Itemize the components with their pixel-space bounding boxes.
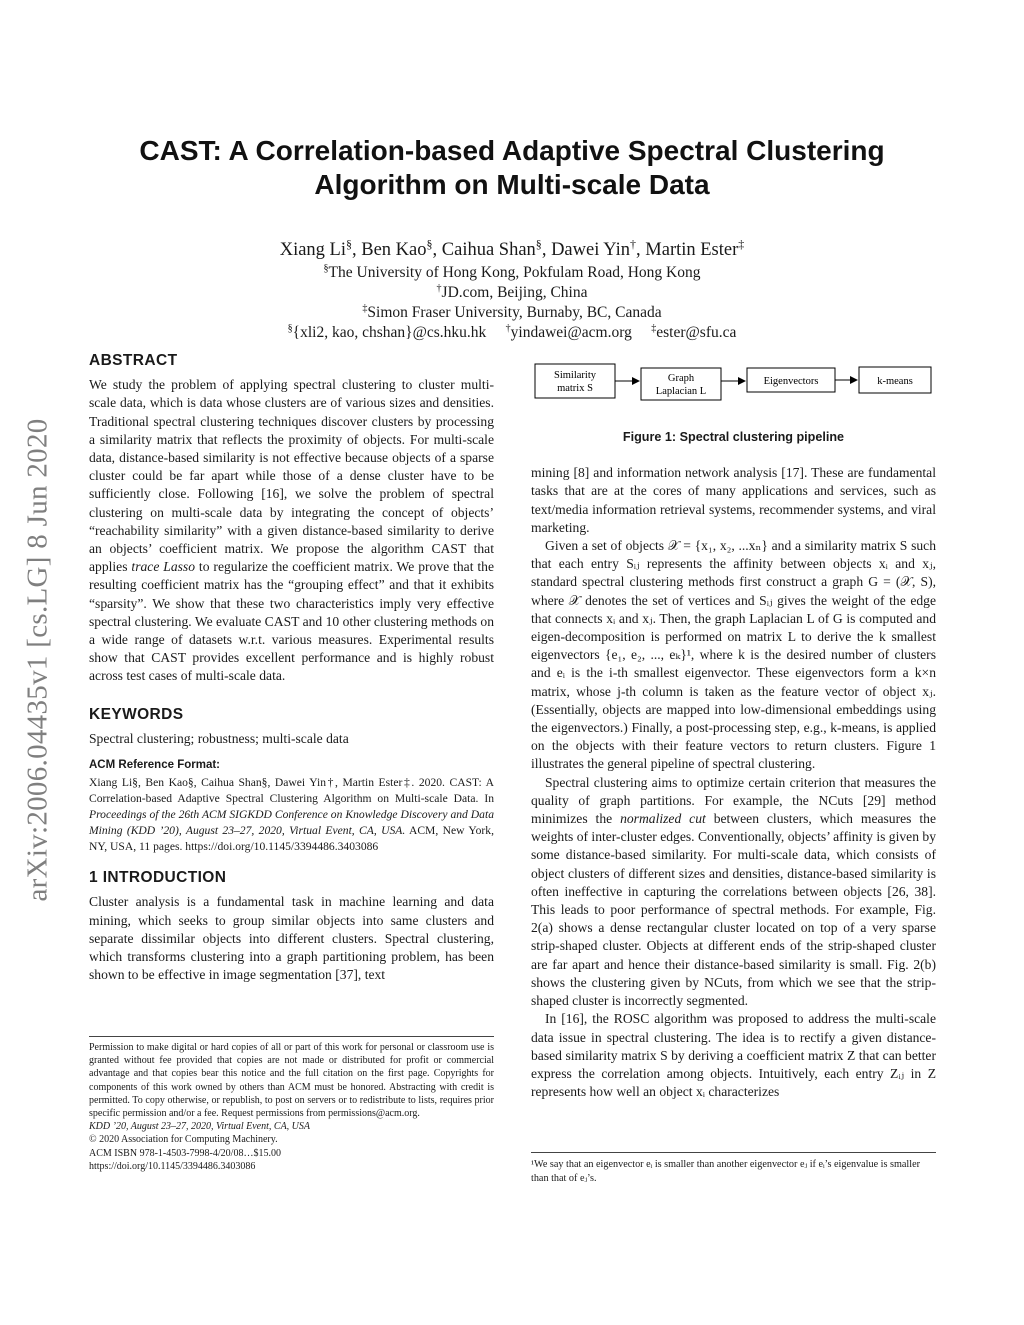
svg-text:Eigenvectors: Eigenvectors bbox=[763, 376, 819, 387]
arxiv-sidebar bbox=[18, 360, 58, 960]
arxiv-identifier: arXiv:2006.04435v1 [cs.LG] 8 Jun 2020 bbox=[21, 418, 54, 902]
svg-text:Laplacian L: Laplacian L bbox=[655, 386, 707, 397]
author-name: Ben Kao bbox=[361, 240, 427, 260]
affiliation-1: §The University of Hong Kong, Pokfulam Road, Hong Kong bbox=[323, 262, 701, 281]
isbn: ACM ISBN 978-1-4503-7998-4/20/08…$15.00 bbox=[89, 1147, 281, 1159]
similarity-matrix-box bbox=[535, 364, 615, 398]
permission-notice: Permission to make digital or hard copies of all or part of this work for personal or classroom use is granted without fee provided that copies are not made or distributed for profit or commercial advantage and that copies bear this notice and the full citation on the first page. Copyrights for components of this work owned by others than ACM must be honored. Abstracting with credit is permitted. To copy otherwise, or republish, to post on servers or to redistribute to lists, requires prior specific permission and/or a fee. Request permissions from permissions@acm.org. KDD ’20, August 23–27, 2020, Virtual Event, CA, USA © 2020 Association for Computing Machinery. ACM ISBN 978-1-4503-7998-4/20/08…$15.00 https://doi.org/10.1145/3394486.3403086 bbox=[89, 1036, 494, 1173]
email-link[interactable]: ester@sfu.ca bbox=[656, 324, 737, 341]
svg-text:Graph: Graph bbox=[667, 373, 695, 384]
abstract-text: We study the problem of applying spectral clustering to cluster multi-scale data, which is data whose clusters are of various sizes and densities. Traditional spectral clustering techniques discover clusters by processing a similarity matrix that reflects the proximity of objects. For multi-scale data, distance-based similarity is not effective because objects of a sparse cluster could be far apart while those of a dense cluster have to be sufficiently close. Following [16], we solve the problem of spectral clustering on multi-scale data by integrating the concept of objects’ “reachability similarity” with a given distance-based similarity to derive an objects’ coefficient matrix. We propose the algorithm CAST that applies trace Lasso to regularize the coefficient matrix. We prove that the resulting coefficient matrix has the “grouping effect” and that it exhibits “sparsity”. We show that these two characteristics imply very effective spectral clustering. We evaluate CAST and 10 other clustering methods on a wide range of datasets w.r.t. various measures. Experimental results show that CAST provides excellent performance and is highly robust across test cases of multi-scale data. bbox=[89, 377, 494, 684]
introduction-heading: 1 INTRODUCTION bbox=[89, 869, 227, 887]
conference-info: KDD ’20, August 23–27, 2020, Virtual Event, CA, USA bbox=[89, 1121, 311, 1133]
figure-caption: Figure 1: Spectral clustering pipeline bbox=[622, 430, 845, 444]
kmeans-box bbox=[859, 367, 931, 393]
paper-title bbox=[120, 134, 904, 202]
author-block bbox=[120, 238, 904, 343]
svg-text:matrix S: matrix S bbox=[557, 383, 593, 394]
affiliation-2: †JD.com, Beijing, China bbox=[436, 282, 588, 301]
doi-link[interactable]: https://doi.org/10.1145/3394486.3403086 bbox=[89, 1160, 256, 1172]
keywords-text: Spectral clustering; robustness; multi-scale data bbox=[89, 730, 349, 746]
keywords-heading: KEYWORDS bbox=[89, 705, 184, 723]
acm-reference-heading: ACM Reference Format: bbox=[89, 759, 220, 772]
email-link[interactable]: yindawei@acm.org bbox=[510, 324, 632, 341]
introduction-text: Cluster analysis is a fundamental task in machine learning and data mining, which seeks to group similar objects into same clusters and separate dissimilar objects into different clusters. Spectral clustering, which transforms clustering into a graph partitioning problem, has been shown to be effective in image segmentation [37], text bbox=[89, 894, 494, 983]
affiliation-3: ‡Simon Fraser University, Burnaby, BC, Canada bbox=[362, 302, 662, 321]
author-emails: §{xli2, kao, chshan}@cs.hku.hk †yindawei@acm.org ‡ester@sfu.ca bbox=[287, 322, 737, 341]
left-column bbox=[89, 352, 494, 984]
svg-text:k-means: k-means bbox=[877, 376, 913, 387]
author-names: Xiang Li§, Ben Kao§, Caihua Shan§, Dawei Yin†, Martin Ester‡ bbox=[279, 236, 745, 260]
author-name: Martin Ester bbox=[645, 240, 739, 260]
body-paragraph: Given a set of objects 𝒳 = {x₁, x₂, ...xₙ} and a similarity matrix S such that each entry Sᵢⱼ represents the affinity between objects xᵢ and xⱼ, standard spectral clustering methods first construct a graph G = (𝒳, S), where 𝒳 denotes the set of vertices and Sᵢⱼ gives the weight of the edge that connects xᵢ and xⱼ. Then, the graph Laplacian L of G is computed and eigen-decomposition is performed on matrix L to derive the k smallest eigenvectors {e₁, e₂, ..., eₖ}¹, where k is the desired number of clusters and eᵢ is the i-th smallest eigenvector. These eigenvectors form a k×n matrix, whose j-th column is taken as the feature vector of object xⱼ. (Essentially, objects are mapped into low-dimensional embeddings using the eigenvectors.) Finally, a post-processing step, e.g., k-means, is applied on the objects with their feature vectors to return clusters. Figure 1 illustrates the general pipeline of spectral clustering. bbox=[531, 538, 936, 772]
body-paragraph: Spectral clustering aims to optimize certain criterion that measures the quality of graph partitions. For example, the NCuts [29] method minimizes the normalized cut between clusters, which measures the weights of inter-cluster edges. Conventionally, objects’ affinity is given by some distance-based similarity. For multi-scale data, which consists of object clusters of different sizes and densities, distance-based similarity is often ineffective in capturing the correlations between objects [26, 38]. This leads to poor performance of spectral methods. For example, Fig. 2(a) shows a dense rectangular cluster located on top of a very sparse strip-shaped cluster. Objects at different ends of the strip-shaped cluster are far apart and hence their distance-based similarity is small. Fig. 2(b) shows the clustering given by NCuts, from which we see that the strip-shaped cluster is incorrectly segmented. bbox=[531, 774, 936, 1009]
author-name: Dawei Yin bbox=[551, 240, 631, 260]
title-line-2: Algorithm on Multi-scale Data bbox=[314, 169, 710, 200]
abstract-heading: ABSTRACT bbox=[89, 352, 178, 369]
email-link[interactable]: {xli2, kao, chshan}@cs.hku.hk bbox=[292, 324, 487, 341]
author-name: Xiang Li bbox=[279, 240, 346, 260]
author-name: Caihua Shan bbox=[441, 240, 536, 260]
body-paragraph: mining [8] and information network analysis [17]. These are fundamental tasks that are at the cores of many applications and services, such as text/media information retrieval systems, recommender systems, and viral marketing. bbox=[531, 465, 936, 535]
footnote: ¹We say that an eigenvector eᵢ is smaller than another eigenvector eⱼ if eᵢ’s eigenvalue is smaller than that of eⱼ’s. bbox=[531, 1152, 936, 1185]
right-column bbox=[531, 356, 936, 1101]
body-paragraph: In [16], the ROSC algorithm was proposed to address the multi-scale data issue in spectral clustering. The idea is to rectify a given distance-based similarity matrix S by deriving a coefficient matrix Z that can better express the correlation among objects. Intuitively, each entry Zᵢⱼ in Z represents how well an object xᵢ characterizes bbox=[531, 1011, 936, 1100]
title-line-1: CAST: A Correlation-based Adaptive Spectral Clustering bbox=[139, 135, 885, 166]
acm-reference-text: Xiang Li§, Ben Kao§, Caihua Shan§, Dawei Yin†, Martin Ester‡. 2020. CAST: A Correlation-based Adaptive Spectral Clustering Algorithm on Multi-scale Data. In Proceedings of the 26th ACM SIGKDD Conference on Knowledge Discovery and Data Mining (KDD ’20), August 23–27, 2020, Virtual Event, CA, USA. ACM, New York, NY, USA, 11 pages. https://doi.org/10.1145/3394486.3403086 bbox=[89, 776, 494, 854]
eigenvectors-box bbox=[747, 368, 835, 392]
graph-laplacian-box bbox=[641, 368, 721, 400]
pipeline-figure bbox=[531, 356, 936, 420]
svg-text:Similarity: Similarity bbox=[554, 370, 596, 381]
copyright: © 2020 Association for Computing Machinery. bbox=[89, 1134, 278, 1146]
